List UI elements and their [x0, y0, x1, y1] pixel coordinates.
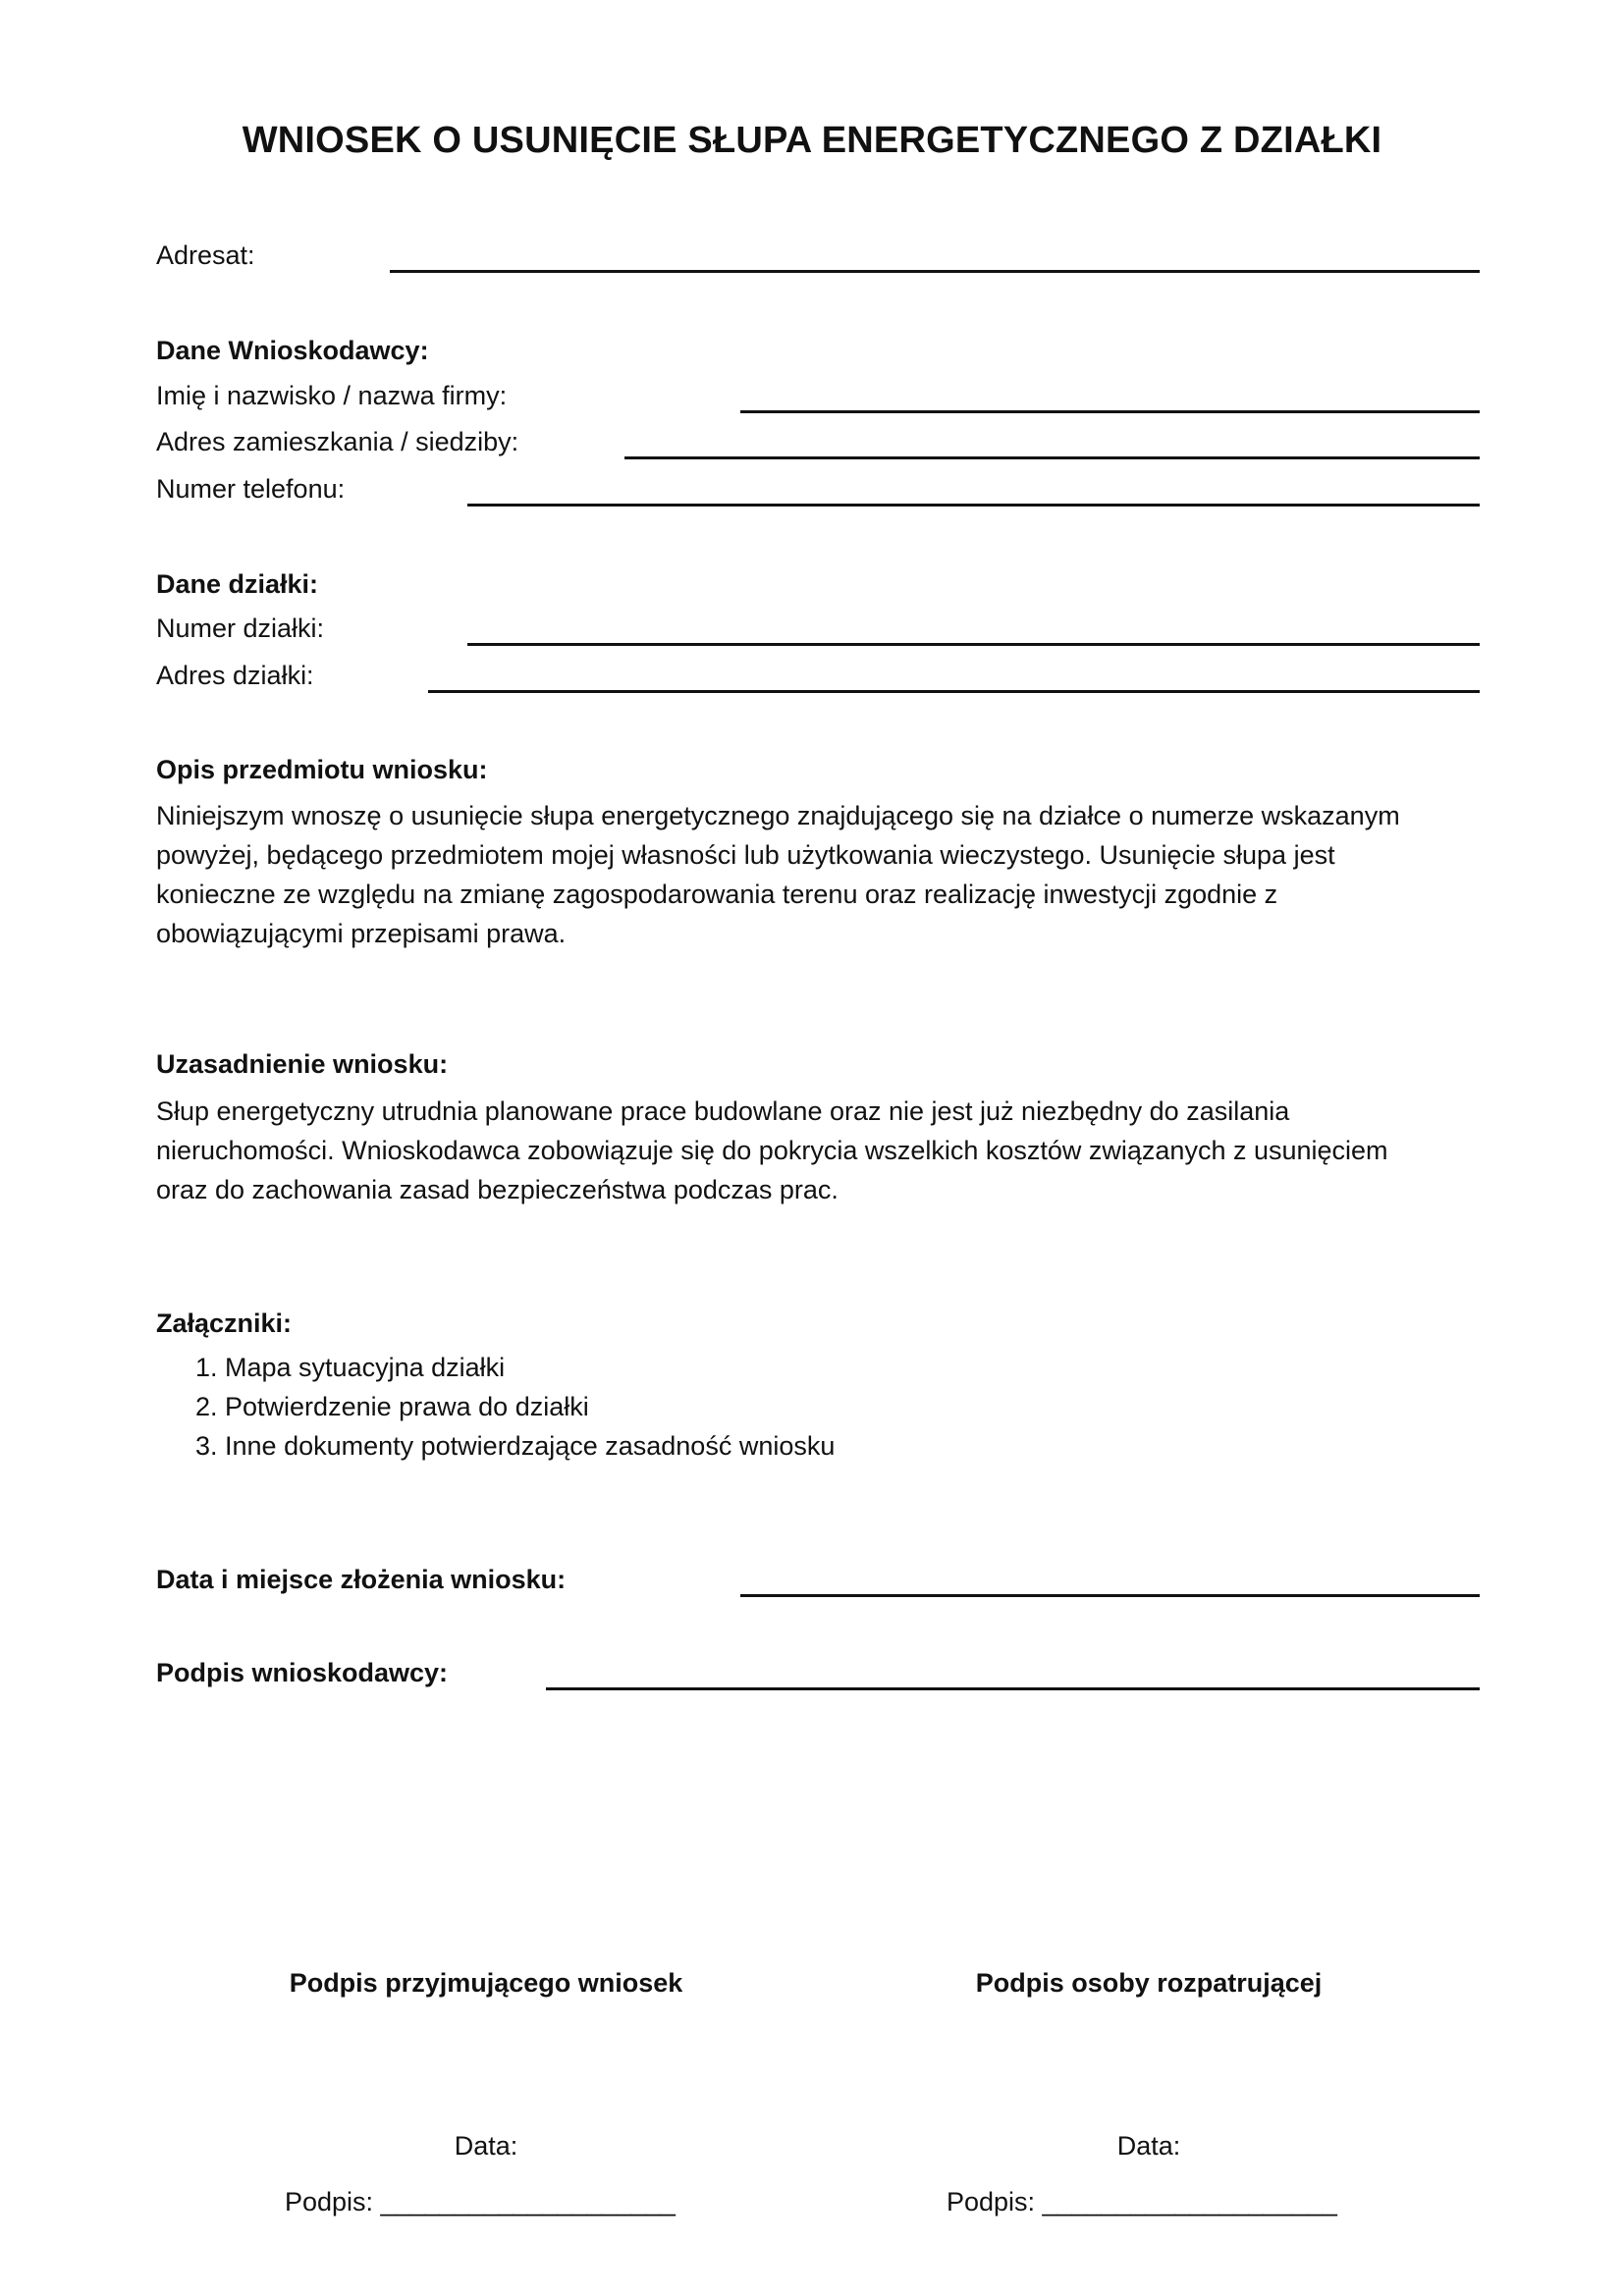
applicant-phone-label: Numer telefonu:	[156, 474, 346, 504]
parcel-heading: Dane działki:	[156, 569, 319, 599]
subject-line: powyżej, będącego przedmiotem mojej własności lub użytkowania wieczystego. Usunięcie słupa jest	[156, 840, 1335, 870]
parcel-address-label: Adres działki:	[156, 661, 314, 690]
parcel-number-label: Numer działki:	[156, 614, 325, 643]
document-title: WNIOSEK O USUNIĘCIE SŁUPA ENERGETYCZNEGO Z DZIAŁKI	[242, 120, 1382, 161]
applicant-phone-field[interactable]	[467, 504, 1480, 507]
receiver-date-label: Data:	[454, 2131, 518, 2161]
applicant-address-field[interactable]	[624, 456, 1480, 459]
date-place-label: Data i miejsce złożenia wniosku:	[156, 1565, 567, 1594]
attachment-item: 2. Potwierdzenie prawa do działki	[195, 1392, 589, 1421]
subject-heading: Opis przedmiotu wniosku:	[156, 755, 488, 784]
parcel-address-field[interactable]	[428, 690, 1480, 693]
justification-line: oraz do zachowania zasad bezpieczeństwa podczas prac.	[156, 1175, 839, 1204]
justification-line: Słup energetyczny utrudnia planowane prace budowlane oraz nie jest już niezbędny do zasilania	[156, 1096, 1290, 1126]
attachment-item: 3. Inne dokumenty potwierdzające zasadność wniosku	[195, 1431, 836, 1461]
reviewer-date-label: Data:	[1116, 2131, 1181, 2161]
applicant-name-label: Imię i nazwisko / nazwa firmy:	[156, 381, 508, 410]
applicant-name-field[interactable]	[740, 410, 1480, 413]
applicant-heading: Dane Wnioskodawcy:	[156, 336, 429, 365]
subject-line: konieczne ze względu na zmianę zagospodarowania terenu oraz realizację inwestycji zgodnie z	[156, 880, 1278, 909]
addressee-field[interactable]	[390, 270, 1480, 273]
subject-line: obowiązującymi przepisami prawa.	[156, 919, 567, 948]
receiver-signature-label: Podpis: ____________________	[285, 2187, 676, 2216]
justification-line: nieruchomości. Wnioskodawca zobowiązuje się do pokrycia wszelkich kosztów związanych z usunięciem	[156, 1136, 1388, 1165]
attachment-item: 1. Mapa sytuacyjna działki	[195, 1353, 506, 1382]
applicant-address-label: Adres zamieszkania / siedziby:	[156, 427, 519, 456]
addressee-label: Adresat:	[156, 240, 255, 270]
attachments-heading: Załączniki:	[156, 1308, 293, 1338]
justification-heading: Uzasadnienie wniosku:	[156, 1049, 449, 1079]
date-place-field[interactable]	[740, 1594, 1480, 1597]
parcel-number-field[interactable]	[467, 643, 1480, 646]
applicant-signature-label: Podpis wnioskodawcy:	[156, 1658, 449, 1687]
subject-line: Niniejszym wnoszę o usunięcie słupa energetycznego znajdującego się na działce o numerze wskazanym	[156, 801, 1400, 830]
reviewer-signature-label: Podpis: ____________________	[947, 2187, 1337, 2216]
applicant-signature-field[interactable]	[546, 1687, 1480, 1690]
reviewer-heading: Podpis osoby rozpatrującej	[975, 1968, 1323, 1998]
receiver-heading: Podpis przyjmującego wniosek	[289, 1968, 683, 1998]
